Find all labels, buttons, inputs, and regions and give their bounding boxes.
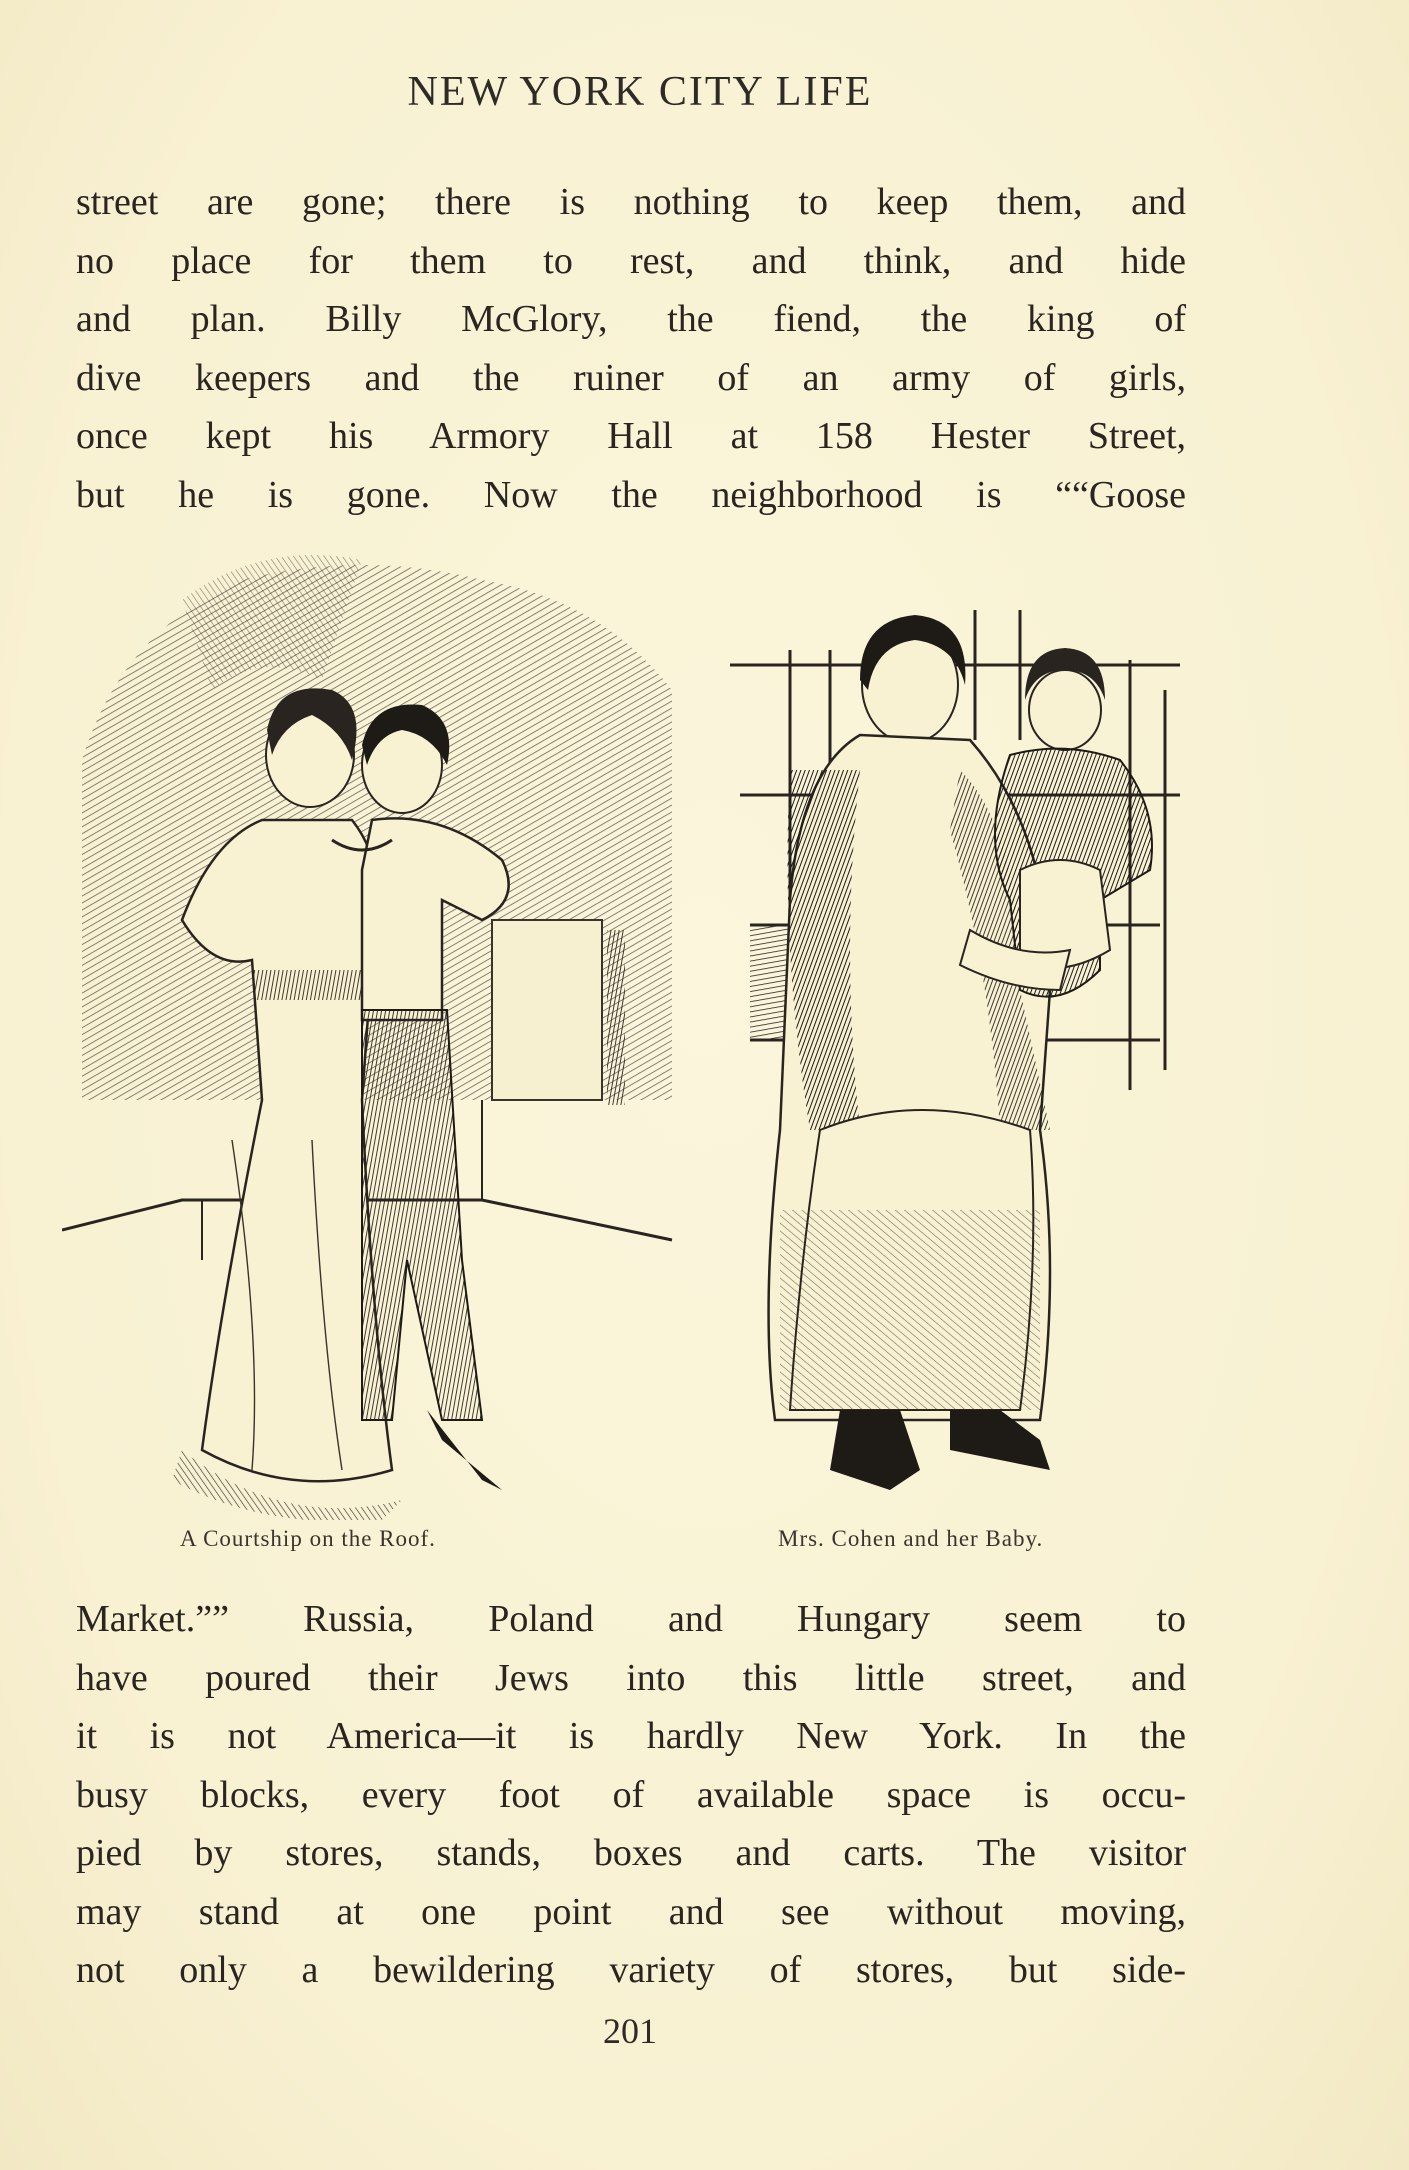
text-line: pied by stores, stands, boxes and carts. The visitor bbox=[76, 1832, 1186, 1874]
page-number: 201 bbox=[603, 2011, 657, 2051]
text-line: Market.”” Russia, Poland and Hungary seem to bbox=[76, 1598, 1186, 1640]
running-head: NEW YORK CITY LIFE bbox=[407, 69, 873, 115]
illustration-courtship bbox=[62, 540, 682, 1520]
illustration-woman-baby bbox=[720, 570, 1200, 1500]
figure-caption-right: Mrs. Cohen and her Baby. bbox=[778, 1526, 1044, 1551]
text-line: street are gone; there is nothing to keep them, and bbox=[76, 181, 1186, 223]
text-line: once kept his Armory Hall at 158 Hester Street, bbox=[76, 415, 1186, 457]
figure-caption-left: A Courtship on the Roof. bbox=[180, 1526, 436, 1551]
text-line: no place for them to rest, and think, and hide bbox=[76, 239, 1186, 282]
text-line: dive keepers and the ruiner of an army of girls, bbox=[76, 356, 1186, 399]
text-line: not only a bewildering variety of stores, but side- bbox=[76, 1949, 1186, 1991]
text-line: and plan. Billy McGlory, the fiend, the king of bbox=[76, 298, 1186, 340]
paragraph-bottom bbox=[76, 1590, 1186, 2000]
paragraph-top bbox=[76, 173, 1186, 524]
text-line: may stand at one point and see without moving, bbox=[76, 1890, 1186, 1933]
text-line: have poured their Jews into this little street, and bbox=[76, 1656, 1186, 1699]
text-line: busy blocks, every foot of available space is occu- bbox=[76, 1773, 1186, 1816]
text-line: it is not America—it is hardly New York. In the bbox=[76, 1715, 1186, 1757]
text-line: but he is gone. Now the neighborhood is ““Goose bbox=[76, 473, 1186, 516]
woman-holding-baby-icon bbox=[720, 570, 1200, 1500]
courtship-illustration-icon bbox=[62, 540, 682, 1520]
